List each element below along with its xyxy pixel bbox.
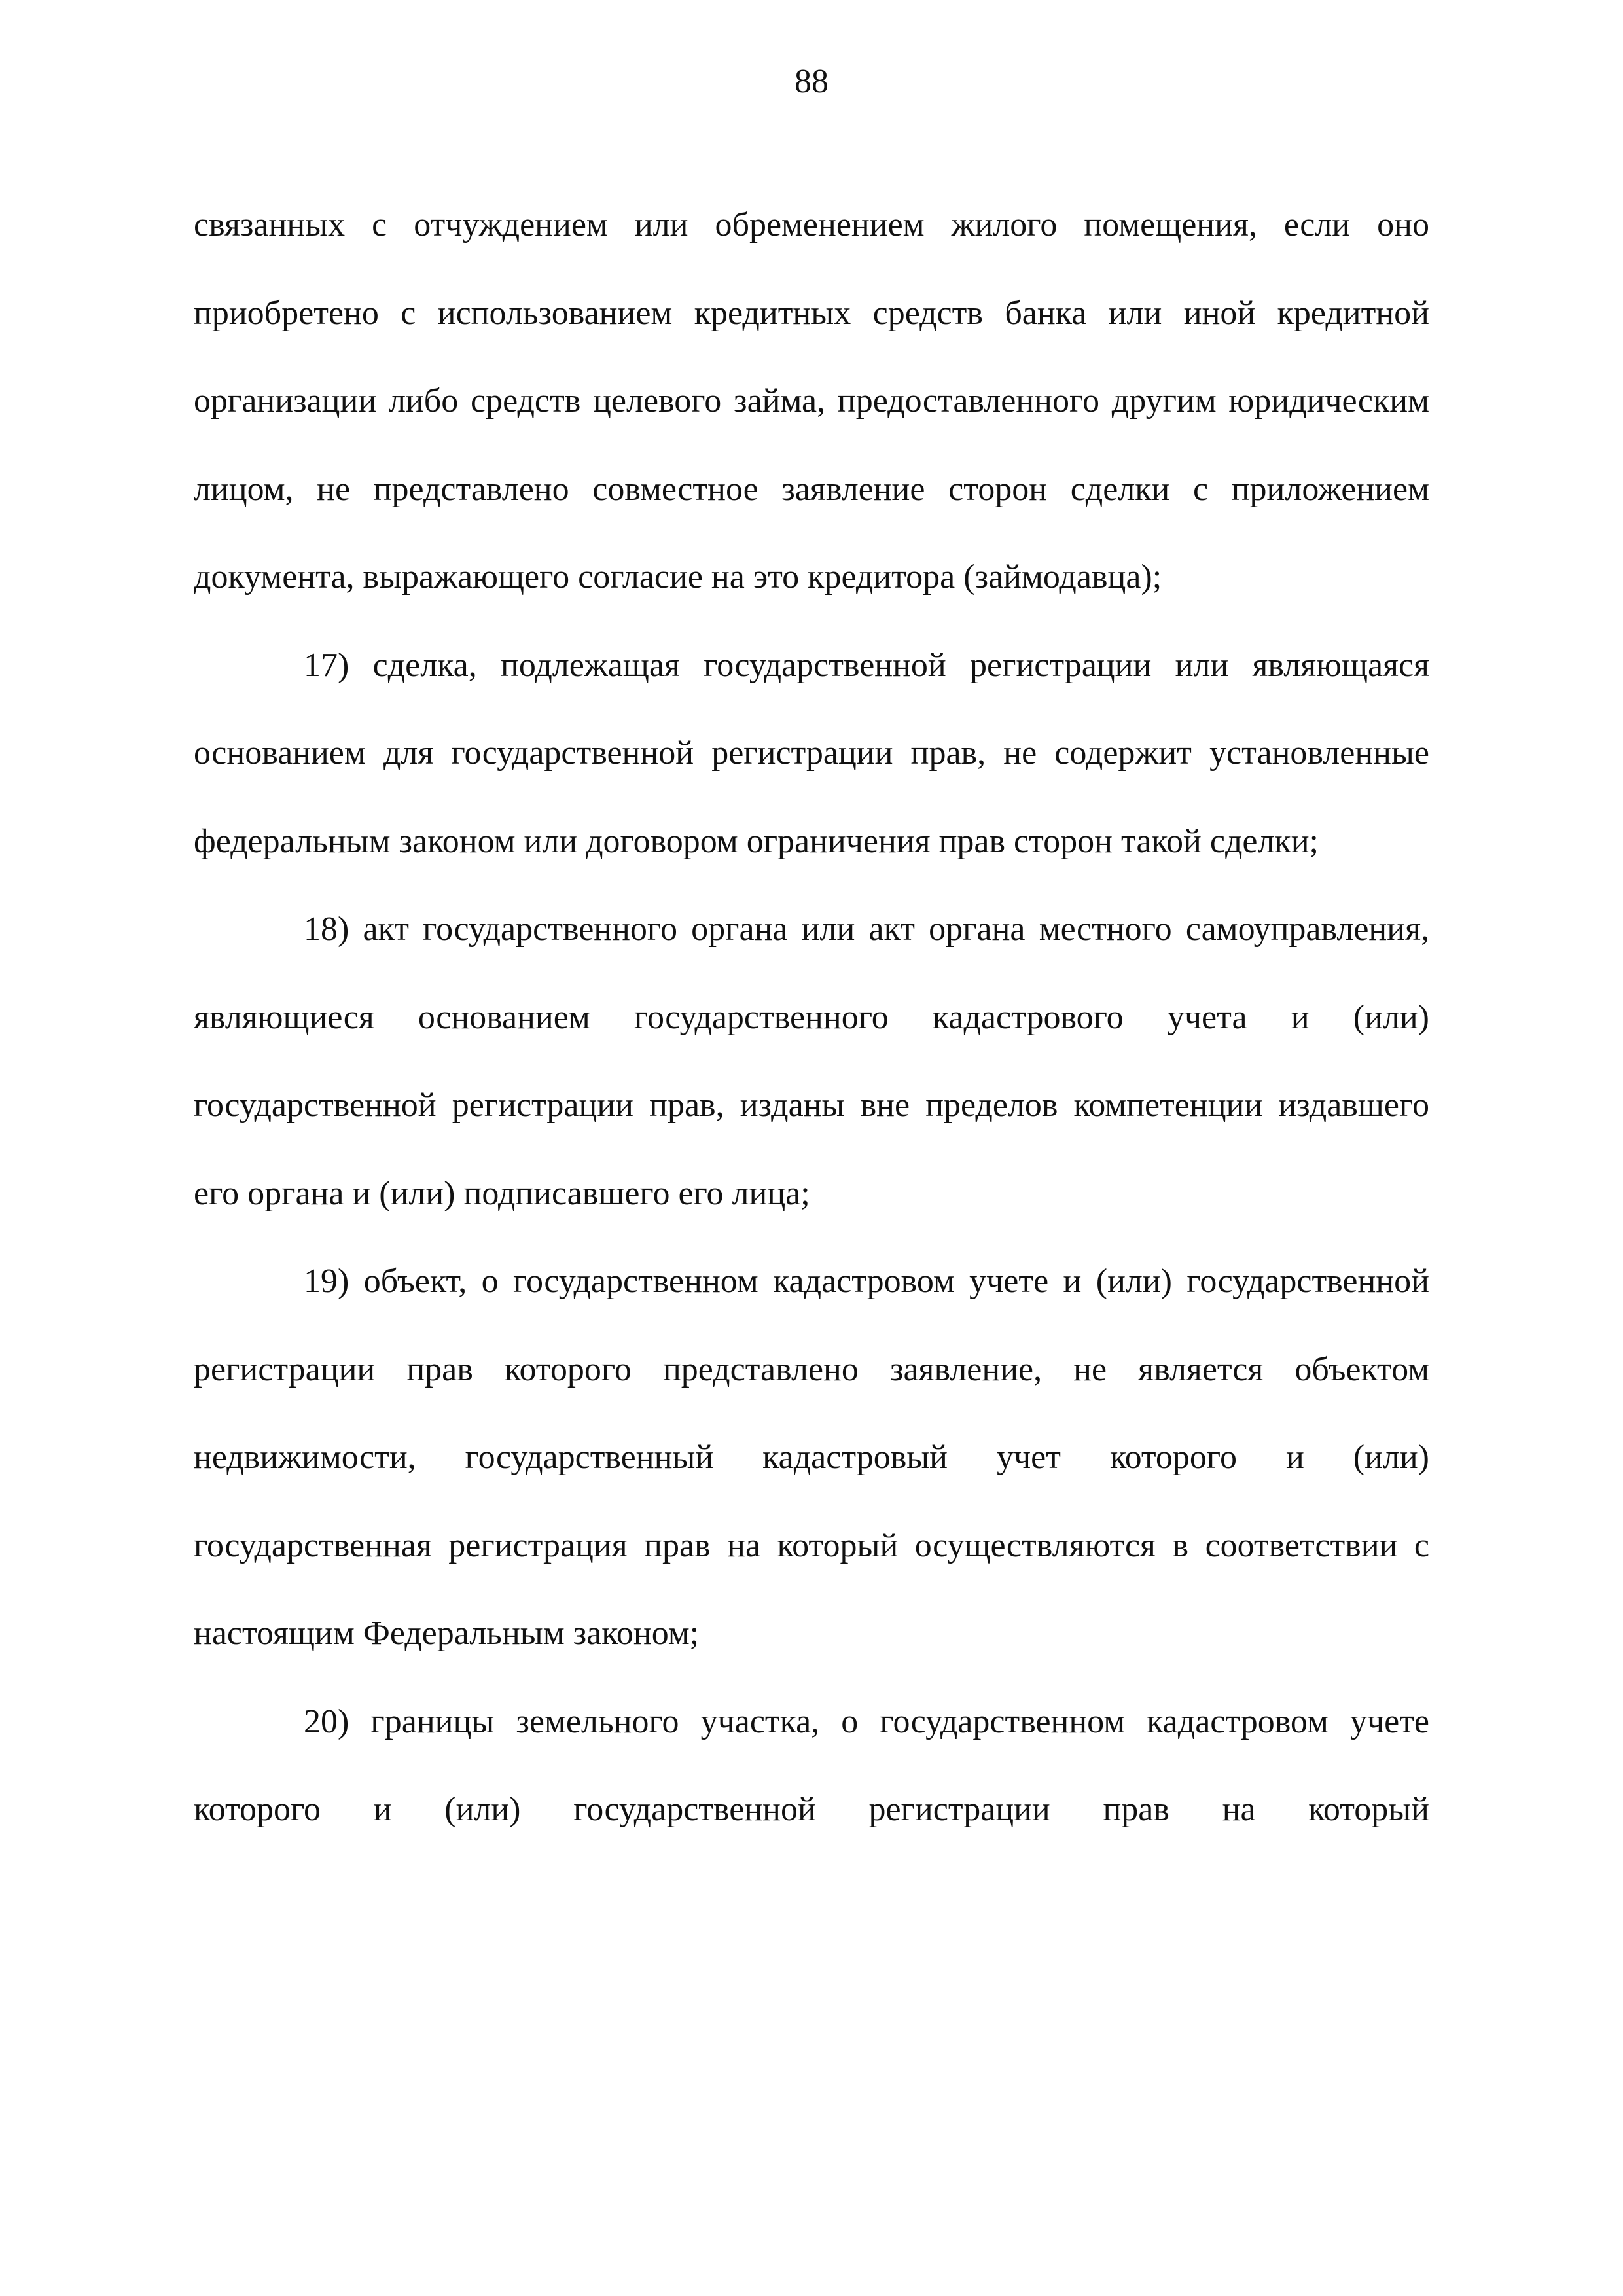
document-body [194, 181, 1429, 1854]
paragraph-continuation: связанных с отчуждением или обременением жилого помещения, если оно приобретено с использованием кредитных средств банка или иной кредитной организации либо средств целевого займа, предоставленного другим юридическим лицом, не представлено совместное заявление сторон сделки с приложением документа, выражающего согласие на это кредитора (займодавца); [194, 206, 1429, 596]
paragraph-item-18: 18) акт государственного органа или акт органа местного самоуправления, являющиеся основанием государственного кадастрового учета и (или) государственной регистрации прав, изданы вне пределов компетенции издавшего его органа и (или) подписавшего его лица; [194, 910, 1429, 1212]
page-number: 88 [794, 63, 829, 100]
paragraph-item-19: 19) объект, о государственном кадастровом учете и (или) государственной регистрации прав которого представлено заявление, не является объектом недвижимости, государственный кадастровый учет которого и (или) государственная регистрация прав на который осуществляются в соответствии с настоящим Федеральным законом; [194, 1263, 1429, 1652]
paragraph-item-20: 20) границы земельного участка, о государственном кадастровом учете которого и (или) государственной регистрации прав на который [194, 1702, 1429, 1828]
paragraph-item-17: 17) сделка, подлежащая государственной регистрации или являющаяся основанием для государственной регистрации прав, не содержит установленные федеральным законом или договором ограничения прав сторон такой сделки; [194, 646, 1429, 860]
